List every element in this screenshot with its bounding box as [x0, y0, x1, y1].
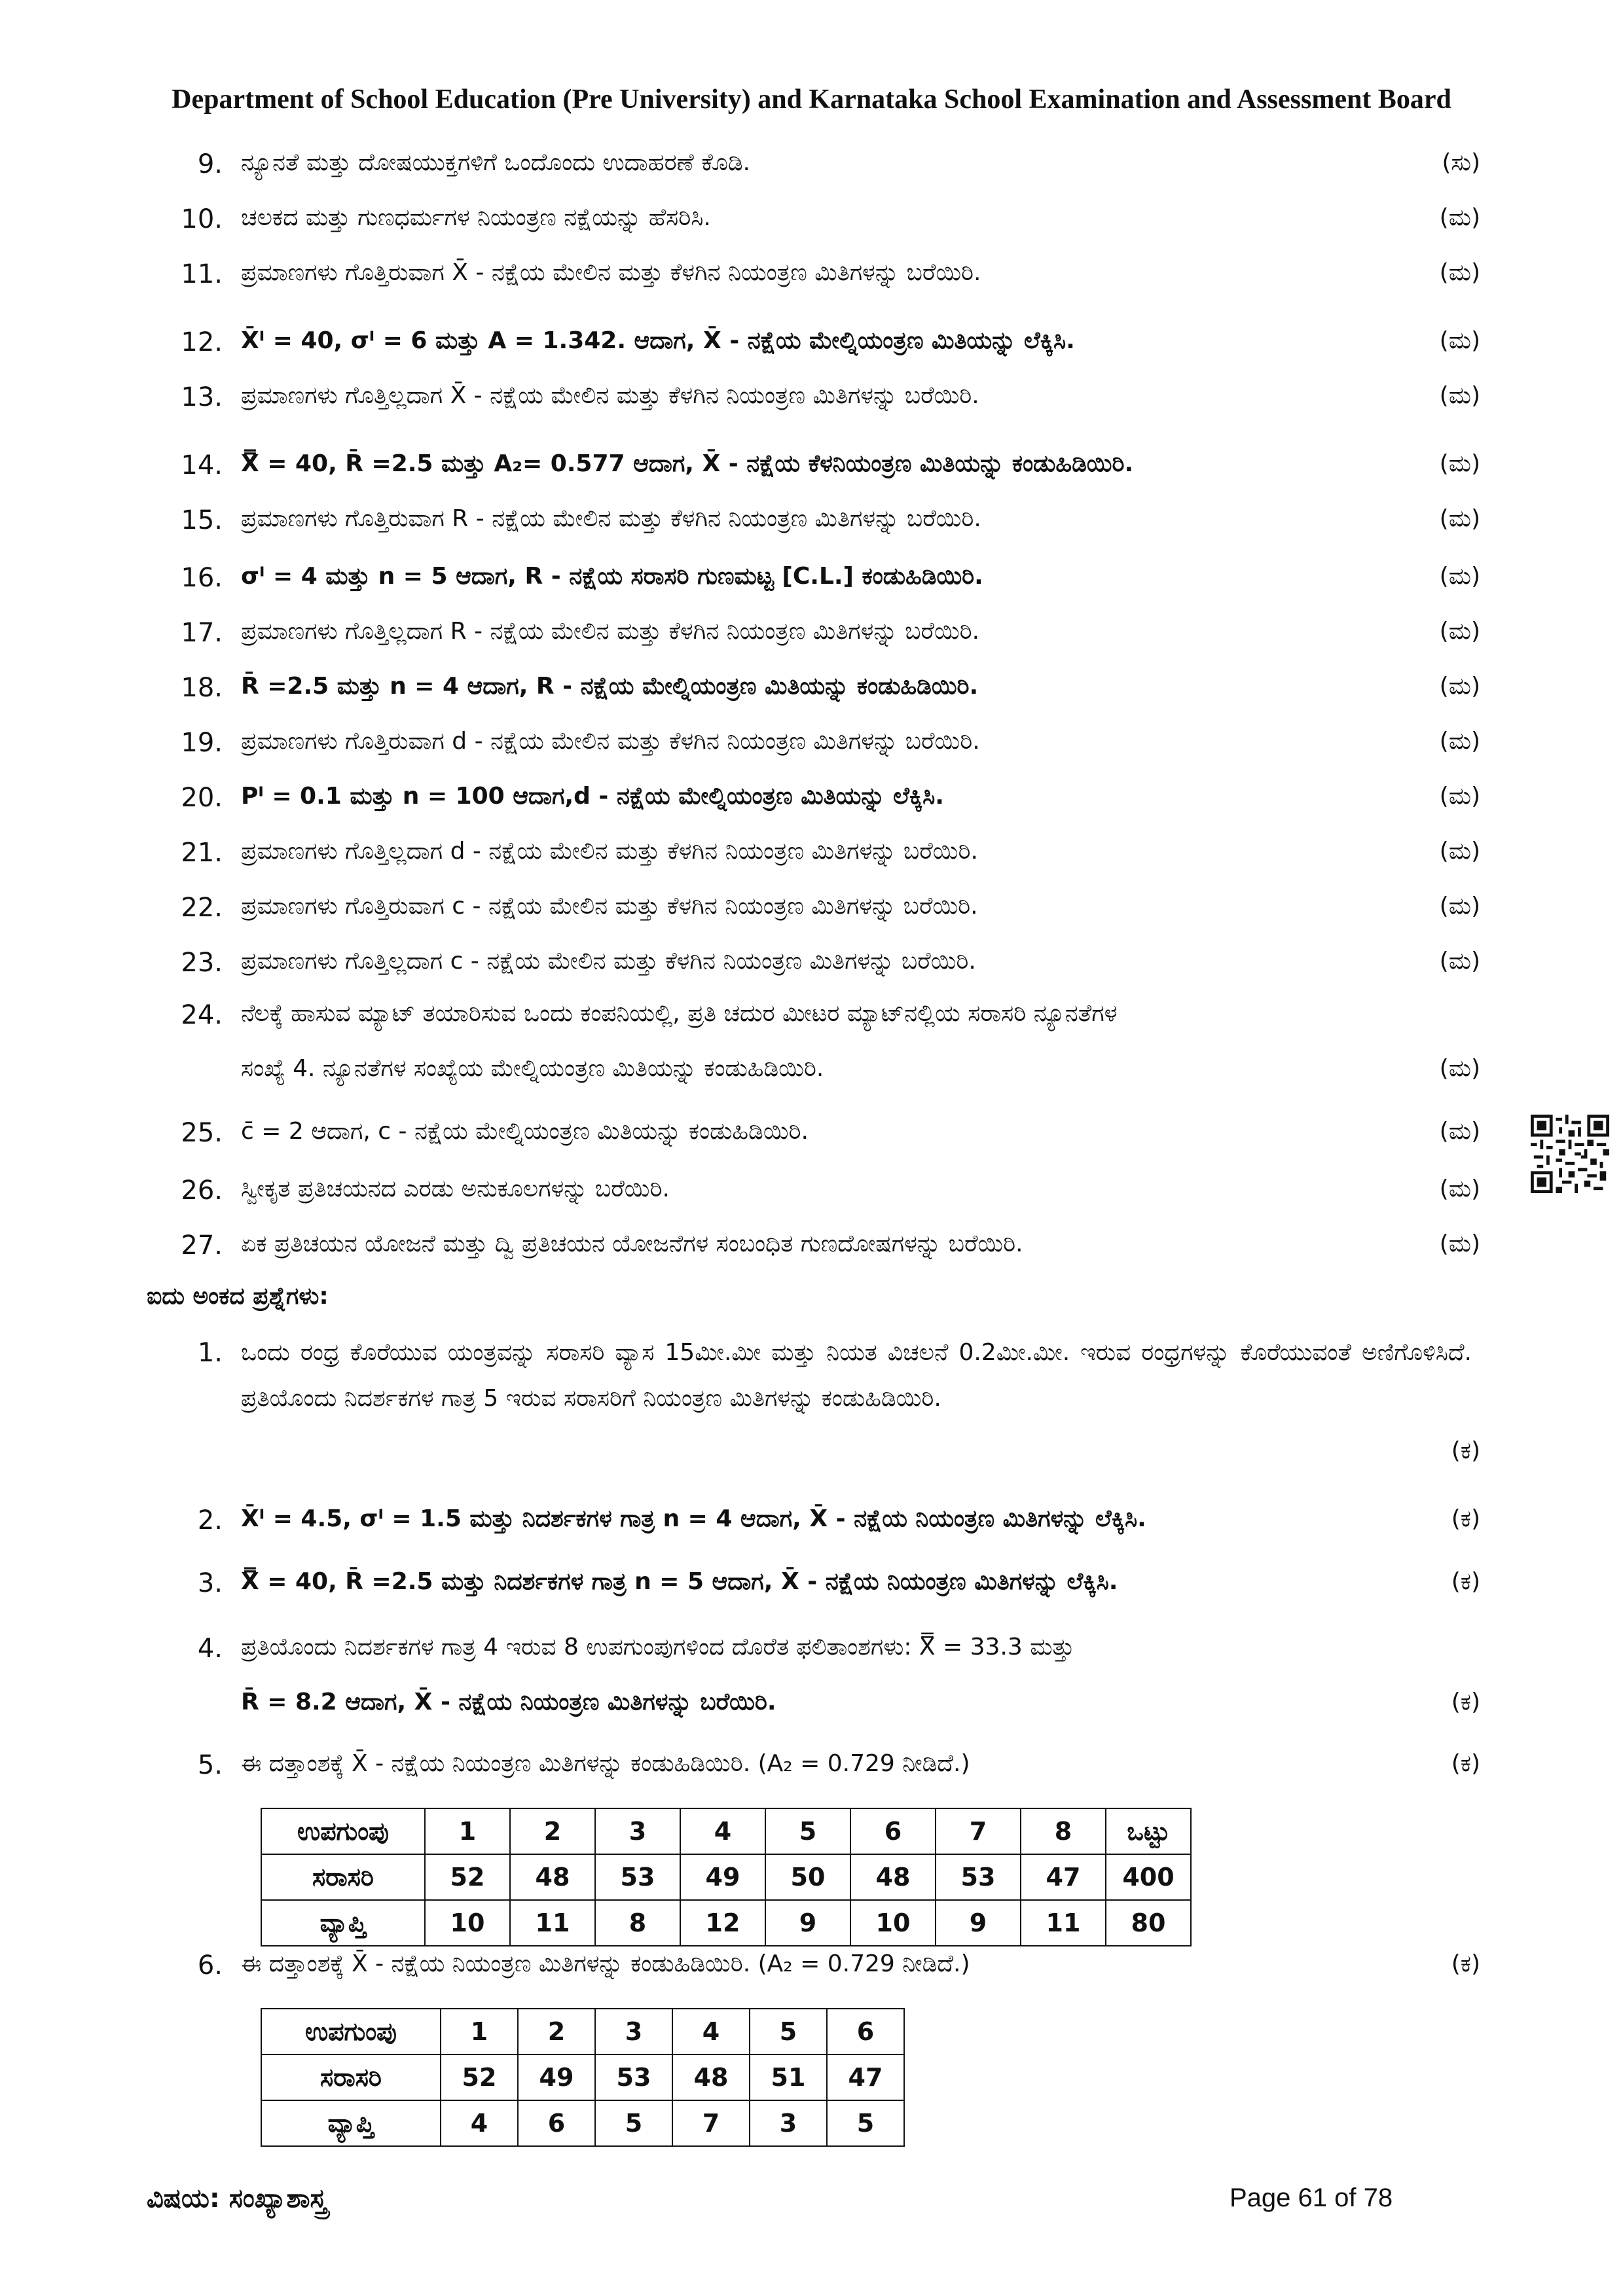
question-number: 9. — [197, 149, 223, 179]
question-number: 5. — [197, 1750, 223, 1780]
table2-cell: 4 — [441, 2100, 518, 2146]
question-24-cont — [0, 1055, 1623, 1101]
question-text: ಪ್ರಮಾಣಗಳು ಗೊತ್ತಿಲ್ಲದಾಗ X̄ - ನಕ್ಷೆಯ ಮೇಲಿನ ಮತ್ತು ಕೆಳಗಿನ ನಿಯಂತ್ರಣ ಮಿತಿಗಳನ್ನು ಬರೆಯಿರಿ. — [241, 382, 979, 409]
table2-cell: 7 — [672, 2100, 750, 2146]
question-number: 6. — [197, 1950, 223, 1981]
question-number: 3. — [197, 1568, 223, 1598]
five-mark-q6 — [0, 1950, 1623, 1996]
question-text: ಚಲಕದ ಮತ್ತು ಗುಣಧರ್ಮಗಳ ನಿಯಂತ್ರಣ ನಕ್ಷೆಯನ್ನು ಹೆಸರಿಸಿ. — [241, 204, 711, 231]
question-text: ಈ ದತ್ತಾಂಶಕ್ಕೆ X̄ - ನಕ್ಷೆಯ ನಿಯಂತ್ರಣ ಮಿತಿಗಳನ್ನು ಕಂಡುಹಿಡಿಯಿರಿ. (A₂ = 0.729 ನೀಡಿದೆ.) — [241, 1750, 970, 1777]
question-mark-label: (ಮ) — [1439, 783, 1480, 810]
table1-cell: 400 — [1106, 1854, 1191, 1900]
question-23 — [0, 948, 1623, 994]
question-25 — [0, 1118, 1623, 1164]
question-number: 24. — [181, 1000, 223, 1030]
table2-cell: 5 — [750, 2009, 827, 2054]
table1-cell: 10 — [850, 1900, 936, 1946]
question-mark-label: (ಮ) — [1439, 259, 1480, 286]
question-number: 21. — [181, 838, 223, 868]
question-mark-label: (ಕ) — [1451, 1568, 1480, 1595]
question-mark-label: (ಮ) — [1439, 618, 1480, 645]
table1-row — [261, 1854, 1191, 1900]
table1-cell: 48 — [850, 1854, 936, 1900]
question-10 — [0, 204, 1623, 250]
question-text: X̄ᴵ = 4.5, σᴵ = 1.5 ಮತ್ತು ನಿದರ್ಶಕಗಳ ಗಾತ್ರ n = 4 ಆದಾಗ, X̄ - ನಕ್ಷೆಯ ನಿಯಂತ್ರಣ ಮಿತಿಗಳನ್ನು ಲೆಕ್ಕಿಸಿ. — [241, 1505, 1146, 1532]
question-mark-label: (ಮ) — [1439, 728, 1480, 755]
question-number: 25. — [181, 1118, 223, 1148]
table2-row — [261, 2100, 904, 2146]
five-mark-q3 — [0, 1568, 1623, 1614]
question-14 — [0, 450, 1623, 496]
five-mark-q1-mark — [0, 1437, 1623, 1483]
question-13 — [0, 382, 1623, 428]
question-26 — [0, 1175, 1623, 1221]
table1-cell: 1 — [425, 1808, 510, 1854]
question-text: ನ್ಯೂನತೆ ಮತ್ತು ದೋಷಯುಕ್ತಗಳಿಗೆ ಒಂದೊಂದು ಉದಾಹರಣೆ ಕೊಡಿ. — [241, 149, 751, 176]
question-text: ಪ್ರಮಾಣಗಳು ಗೊತ್ತಿರುವಾಗ R - ನಕ್ಷೆಯ ಮೇಲಿನ ಮತ್ತು ಕೆಳಗಿನ ನಿಯಂತ್ರಣ ಮಿತಿಗಳನ್ನು ಬರೆಯಿರಿ. — [241, 505, 981, 532]
table1-row — [261, 1900, 1191, 1946]
question-mark-label: (ಕ) — [1451, 1689, 1480, 1715]
question-mark-label: (ಮ) — [1439, 1175, 1480, 1202]
question-mark-label: (ಮ) — [1439, 505, 1480, 532]
question-text: ಪ್ರಮಾಣಗಳು ಗೊತ್ತಿರುವಾಗ c - ನಕ್ಷೆಯ ಮೇಲಿನ ಮತ್ತು ಕೆಳಗಿನ ನಿಯಂತ್ರಣ ಮಿತಿಗಳನ್ನು ಬರೆಯಿರಿ. — [241, 893, 978, 920]
question-16 — [0, 563, 1623, 609]
question-number: 27. — [181, 1230, 223, 1261]
question-text: R̄ =2.5 ಮತ್ತು n = 4 ಆದಾಗ, R - ನಕ್ಷೆಯ ಮೇಲ್ನಿಯಂತ್ರಣ ಮಿತಿಯನ್ನು ಕಂಡುಹಿಡಿಯಿರಿ. — [241, 673, 979, 700]
table1-cell: 53 — [595, 1854, 680, 1900]
section-title: ಐದು ಅಂಕದ ಪ್ರಶ್ನೆಗಳು: — [147, 1283, 329, 1310]
page-header: Department of School Education (Pre University) and Karnataka School Examination and Assessment Board — [172, 84, 1451, 115]
table1-cell: 5 — [765, 1808, 850, 1854]
question-text: σᴵ = 4 ಮತ್ತು n = 5 ಆದಾಗ, R - ನಕ್ಷೆಯ ಸರಾಸರಿ ಗುಣಮಟ್ಟ [C.L.] ಕಂಡುಹಿಡಿಯಿರಿ. — [241, 563, 983, 590]
question-mark-label: (ಮ) — [1439, 673, 1480, 700]
question-number: 12. — [181, 327, 223, 357]
question-mark-label: (ಮ) — [1439, 1230, 1480, 1257]
question-19 — [0, 728, 1623, 774]
question-27 — [0, 1230, 1623, 1276]
table1-cell: 80 — [1106, 1900, 1191, 1946]
table1-cell: 6 — [850, 1808, 936, 1854]
question-mark-label: (ಕ) — [1451, 1437, 1480, 1464]
table1-cell: 47 — [1021, 1854, 1106, 1900]
question-number: 17. — [181, 618, 223, 648]
question-text: ಏಕ ಪ್ರತಿಚಯನ ಯೋಜನೆ ಮತ್ತು ದ್ವಿ ಪ್ರತಿಚಯನ ಯೋಜನೆಗಳ ಸಂಬಂಧಿತ ಗುಣದೋಷಗಳನ್ನು ಬರೆಯಿರಿ. — [241, 1230, 1023, 1257]
question-number: 23. — [181, 948, 223, 978]
question-text: Pᴵ = 0.1 ಮತ್ತು n = 100 ಆದಾಗ,d - ನಕ್ಷೆಯ ಮೇಲ್ನಿಯಂತ್ರಣ ಮಿತಿಯನ್ನು ಲೆಕ್ಕಿಸಿ. — [241, 783, 944, 810]
table2-cell: 5 — [827, 2100, 904, 2146]
question-mark-label: (ಮ) — [1439, 838, 1480, 865]
question-number: 10. — [181, 204, 223, 234]
question-24 — [0, 1000, 1623, 1046]
question-number: 18. — [181, 673, 223, 703]
question-text: ಪ್ರಮಾಣಗಳು ಗೊತ್ತಿಲ್ಲದಾಗ R - ನಕ್ಷೆಯ ಮೇಲಿನ ಮತ್ತು ಕೆಳಗಿನ ನಿಯಂತ್ರಣ ಮಿತಿಗಳನ್ನು ಬರೆಯಿರಿ. — [241, 618, 980, 645]
table1-cell: 8 — [1021, 1808, 1106, 1854]
question-22 — [0, 893, 1623, 939]
table1-cell: 4 — [680, 1808, 765, 1854]
table1-cell: 48 — [510, 1854, 595, 1900]
data-table-1 — [261, 1808, 1192, 1946]
table2-row-header: ಉಪಗುಂಪು — [261, 2009, 441, 2054]
question-text: ಪ್ರಮಾಣಗಳು ಗೊತ್ತಿರುವಾಗ d - ನಕ್ಷೆಯ ಮೇಲಿನ ಮತ್ತು ಕೆಳಗಿನ ನಿಯಂತ್ರಣ ಮಿತಿಗಳನ್ನು ಬರೆಯಿರಿ. — [241, 728, 980, 755]
table1-cell: 9 — [765, 1900, 850, 1946]
question-11 — [0, 259, 1623, 305]
table2-cell: 3 — [750, 2100, 827, 2146]
footer-page-number: Page 61 of 78 — [1230, 2183, 1393, 2212]
table1-cell: 2 — [510, 1808, 595, 1854]
question-mark-label: (ಮ) — [1439, 1055, 1480, 1082]
question-15 — [0, 505, 1623, 551]
five-mark-q1-text: ಒಂದು ರಂಧ್ರ ಕೊರೆಯುವ ಯಂತ್ರವನ್ನು ಸರಾಸರಿ ವ್ಯಾಸ 15ಮೀ.ಮೀ ಮತ್ತು ನಿಯತ ವಿಚಲನೆ 0.2ಮೀ.ಮೀ. ಇರುವ ರಂಧ್ರಗಳನ್ನು ಕೊರೆಯುವಂತೆ ಅಣಿಗೊಳಿಸಿದೆ. ಪ್ರತಿಯೊಂದು ನಿದರ್ಶಕಗಳ ಗಾತ್ರ 5 ಇರುವ ಸರಾಸರಿಗೆ ನಿಯಂತ್ರಣ ಮಿತಿಗಳನ್ನು ಕಂಡುಹಿಡಿಯಿರಿ. — [241, 1339, 1472, 1412]
question-number: 26. — [181, 1175, 223, 1206]
table2-cell: 49 — [518, 2054, 595, 2100]
footer-subject: ವಿಷಯ: ಸಂಖ್ಯಾಶಾಸ್ತ್ರ — [147, 2183, 327, 2214]
question-number: 14. — [181, 450, 223, 480]
question-text: c̄ = 2 ಆದಾಗ, c - ನಕ್ಷೆಯ ಮೇಲ್ನಿಯಂತ್ರಣ ಮಿತಿಯನ್ನು ಕಂಡುಹಿಡಿಯಿರಿ. — [241, 1118, 809, 1145]
question-mark-label: (ಮ) — [1439, 204, 1480, 231]
question-mark-label: (ಕ) — [1451, 1505, 1480, 1532]
table1-cell: 53 — [936, 1854, 1021, 1900]
question-text-line2: ಸಂಖ್ಯೆ 4. ನ್ಯೂನತೆಗಳ ಸಂಖ್ಯೆಯ ಮೇಲ್ನಿಯಂತ್ರಣ ಮಿತಿಯನ್ನು ಕಂಡುಹಿಡಿಯಿರಿ. — [241, 1055, 824, 1082]
five-mark-q4 — [0, 1634, 1623, 1679]
question-text: ಈ ದತ್ತಾಂಶಕ್ಕೆ X̄ - ನಕ್ಷೆಯ ನಿಯಂತ್ರಣ ಮಿತಿಗಳನ್ನು ಕಂಡುಹಿಡಿಯಿರಿ. (A₂ = 0.729 ನೀಡಿದೆ.) — [241, 1950, 970, 1977]
table2-cell: 5 — [595, 2100, 672, 2146]
table1-cell: 7 — [936, 1808, 1021, 1854]
question-21 — [0, 838, 1623, 884]
table1-cell: 12 — [680, 1900, 765, 1946]
question-text-line1: ಪ್ರತಿಯೊಂದು ನಿದರ್ಶಕಗಳ ಗಾತ್ರ 4 ಇರುವ 8 ಉಪಗುಂಪುಗಳಿಂದ ದೊರೆತ ಫಲಿತಾಂಶಗಳು: X̿ = 33.3 ಮತ್ತು — [241, 1634, 1075, 1660]
question-text: X̿ = 40, R̄ =2.5 ಮತ್ತು A₂= 0.577 ಆದಾಗ, X̄ - ನಕ್ಷೆಯ ಕೆಳನಿಯಂತ್ರಣ ಮಿತಿಯನ್ನು ಕಂಡುಹಿಡಿಯಿರಿ. — [241, 450, 1134, 477]
table2-cell: 51 — [750, 2054, 827, 2100]
five-mark-q4-cont — [0, 1689, 1623, 1734]
table1-row-header: ವ್ಯಾಪ್ತಿ — [261, 1900, 425, 1946]
table1-cell: 9 — [936, 1900, 1021, 1946]
table1-cell: ಒಟ್ಟು — [1106, 1808, 1191, 1854]
table1-cell: 8 — [595, 1900, 680, 1946]
table2-cell: 6 — [518, 2100, 595, 2146]
question-20 — [0, 783, 1623, 829]
question-number: 16. — [181, 563, 223, 593]
table1-cell: 3 — [595, 1808, 680, 1854]
table2-cell: 47 — [827, 2054, 904, 2100]
table2-row — [261, 2054, 904, 2100]
question-number: 15. — [181, 505, 223, 535]
data-table-2 — [261, 2008, 905, 2147]
table2-cell: 1 — [441, 2009, 518, 2054]
question-text: ಸ್ವೀಕೃತ ಪ್ರತಿಚಯನದ ಎರಡು ಅನುಕೂಲಗಳನ್ನು ಬರೆಯಿರಿ. — [241, 1175, 670, 1202]
table1-cell: 11 — [510, 1900, 595, 1946]
five-mark-q5 — [0, 1750, 1623, 1796]
table2-cell: 2 — [518, 2009, 595, 2054]
table2-cell: 3 — [595, 2009, 672, 2054]
table2-row-header: ಸರಾಸರಿ — [261, 2054, 441, 2100]
question-mark-label: (ಮ) — [1439, 327, 1480, 354]
table2-row — [261, 2009, 904, 2054]
question-text: ಪ್ರಮಾಣಗಳು ಗೊತ್ತಿರುವಾಗ X̄ - ನಕ್ಷೆಯ ಮೇಲಿನ ಮತ್ತು ಕೆಳಗಿನ ನಿಯಂತ್ರಣ ಮಿತಿಗಳನ್ನು ಬರೆಯಿರಿ. — [241, 259, 981, 286]
table2-cell: 53 — [595, 2054, 672, 2100]
question-12 — [0, 327, 1623, 373]
question-mark-label: (ಮ) — [1439, 948, 1480, 975]
question-number: 19. — [181, 728, 223, 758]
table1-cell: 50 — [765, 1854, 850, 1900]
question-mark-label: (ಮ) — [1439, 893, 1480, 920]
question-text: ಪ್ರಮಾಣಗಳು ಗೊತ್ತಿಲ್ಲದಾಗ d - ನಕ್ಷೆಯ ಮೇಲಿನ ಮತ್ತು ಕೆಳಗಿನ ನಿಯಂತ್ರಣ ಮಿತಿಗಳನ್ನು ಬರೆಯಿರಿ. — [241, 838, 978, 865]
question-mark-label: (ಕ) — [1451, 1950, 1480, 1977]
question-mark-label: (ಮ) — [1439, 563, 1480, 590]
table1-cell: 11 — [1021, 1900, 1106, 1946]
table1-cell: 49 — [680, 1854, 765, 1900]
question-18 — [0, 673, 1623, 719]
question-mark-label: (ಮ) — [1439, 1118, 1480, 1145]
question-text: ಪ್ರಮಾಣಗಳು ಗೊತ್ತಿಲ್ಲದಾಗ c - ನಕ್ಷೆಯ ಮೇಲಿನ ಮತ್ತು ಕೆಳಗಿನ ನಿಯಂತ್ರಣ ಮಿತಿಗಳನ್ನು ಬರೆಯಿರಿ. — [241, 948, 976, 975]
table2-cell: 52 — [441, 2054, 518, 2100]
table2-row-header: ವ್ಯಾಪ್ತಿ — [261, 2100, 441, 2146]
table2-cell: 6 — [827, 2009, 904, 2054]
question-number: 11. — [181, 259, 223, 289]
question-text-line2: R̄ = 8.2 ಆದಾಗ, X̄ - ನಕ್ಷೆಯ ನಿಯಂತ್ರಣ ಮಿತಿಗಳನ್ನು ಬರೆಯಿರಿ. — [241, 1689, 776, 1715]
table1-row — [261, 1808, 1191, 1854]
question-mark-label: (ಮ) — [1439, 450, 1480, 477]
question-text-line1: ನೆಲಕ್ಕೆ ಹಾಸುವ ಮ್ಯಾಟ್ ತಯಾರಿಸುವ ಒಂದು ಕಂಪನಿಯಲ್ಲಿ, ಪ್ರತಿ ಚದುರ ಮೀಟರ ಮ್ಯಾಟ್‌ನಲ್ಲಿಯ ಸರಾಸರಿ ನ್ಯೂನತೆಗಳ — [241, 1000, 1118, 1027]
table2-cell: 4 — [672, 2009, 750, 2054]
question-mark-label: (ಕ) — [1451, 1750, 1480, 1777]
table1-cell: 52 — [425, 1854, 510, 1900]
question-9 — [0, 149, 1623, 195]
question-number: 20. — [181, 783, 223, 813]
table1-cell: 10 — [425, 1900, 510, 1946]
question-number: 13. — [181, 382, 223, 412]
five-mark-q2 — [0, 1505, 1623, 1551]
question-text: X̄ᴵ = 40, σᴵ = 6 ಮತ್ತು A = 1.342. ಆದಾಗ, X̄ - ನಕ್ಷೆಯ ಮೇಲ್ನಿಯಂತ್ರಣ ಮಿತಿಯನ್ನು ಲೆಕ್ಕಿಸಿ. — [241, 327, 1075, 354]
table2-cell: 48 — [672, 2054, 750, 2100]
question-mark-label: (ಮ) — [1439, 382, 1480, 409]
table1-row-header: ಸರಾಸರಿ — [261, 1854, 425, 1900]
table1-row-header: ಉಪಗುಂಪು — [261, 1808, 425, 1854]
question-17 — [0, 618, 1623, 664]
question-number: 22. — [181, 893, 223, 923]
question-number: 1. — [197, 1338, 223, 1368]
question-number: 2. — [197, 1505, 223, 1535]
question-text: X̿ = 40, R̄ =2.5 ಮತ್ತು ನಿದರ್ಶಕಗಳ ಗಾತ್ರ n = 5 ಆದಾಗ, X̄ - ನಕ್ಷೆಯ ನಿಯಂತ್ರಣ ಮಿತಿಗಳನ್ನು ಲೆಕ್ಕಿಸಿ. — [241, 1568, 1118, 1595]
qr-code-icon — [1531, 1114, 1609, 1194]
question-mark-label: (ಸು) — [1442, 149, 1480, 176]
question-number: 4. — [197, 1634, 223, 1664]
